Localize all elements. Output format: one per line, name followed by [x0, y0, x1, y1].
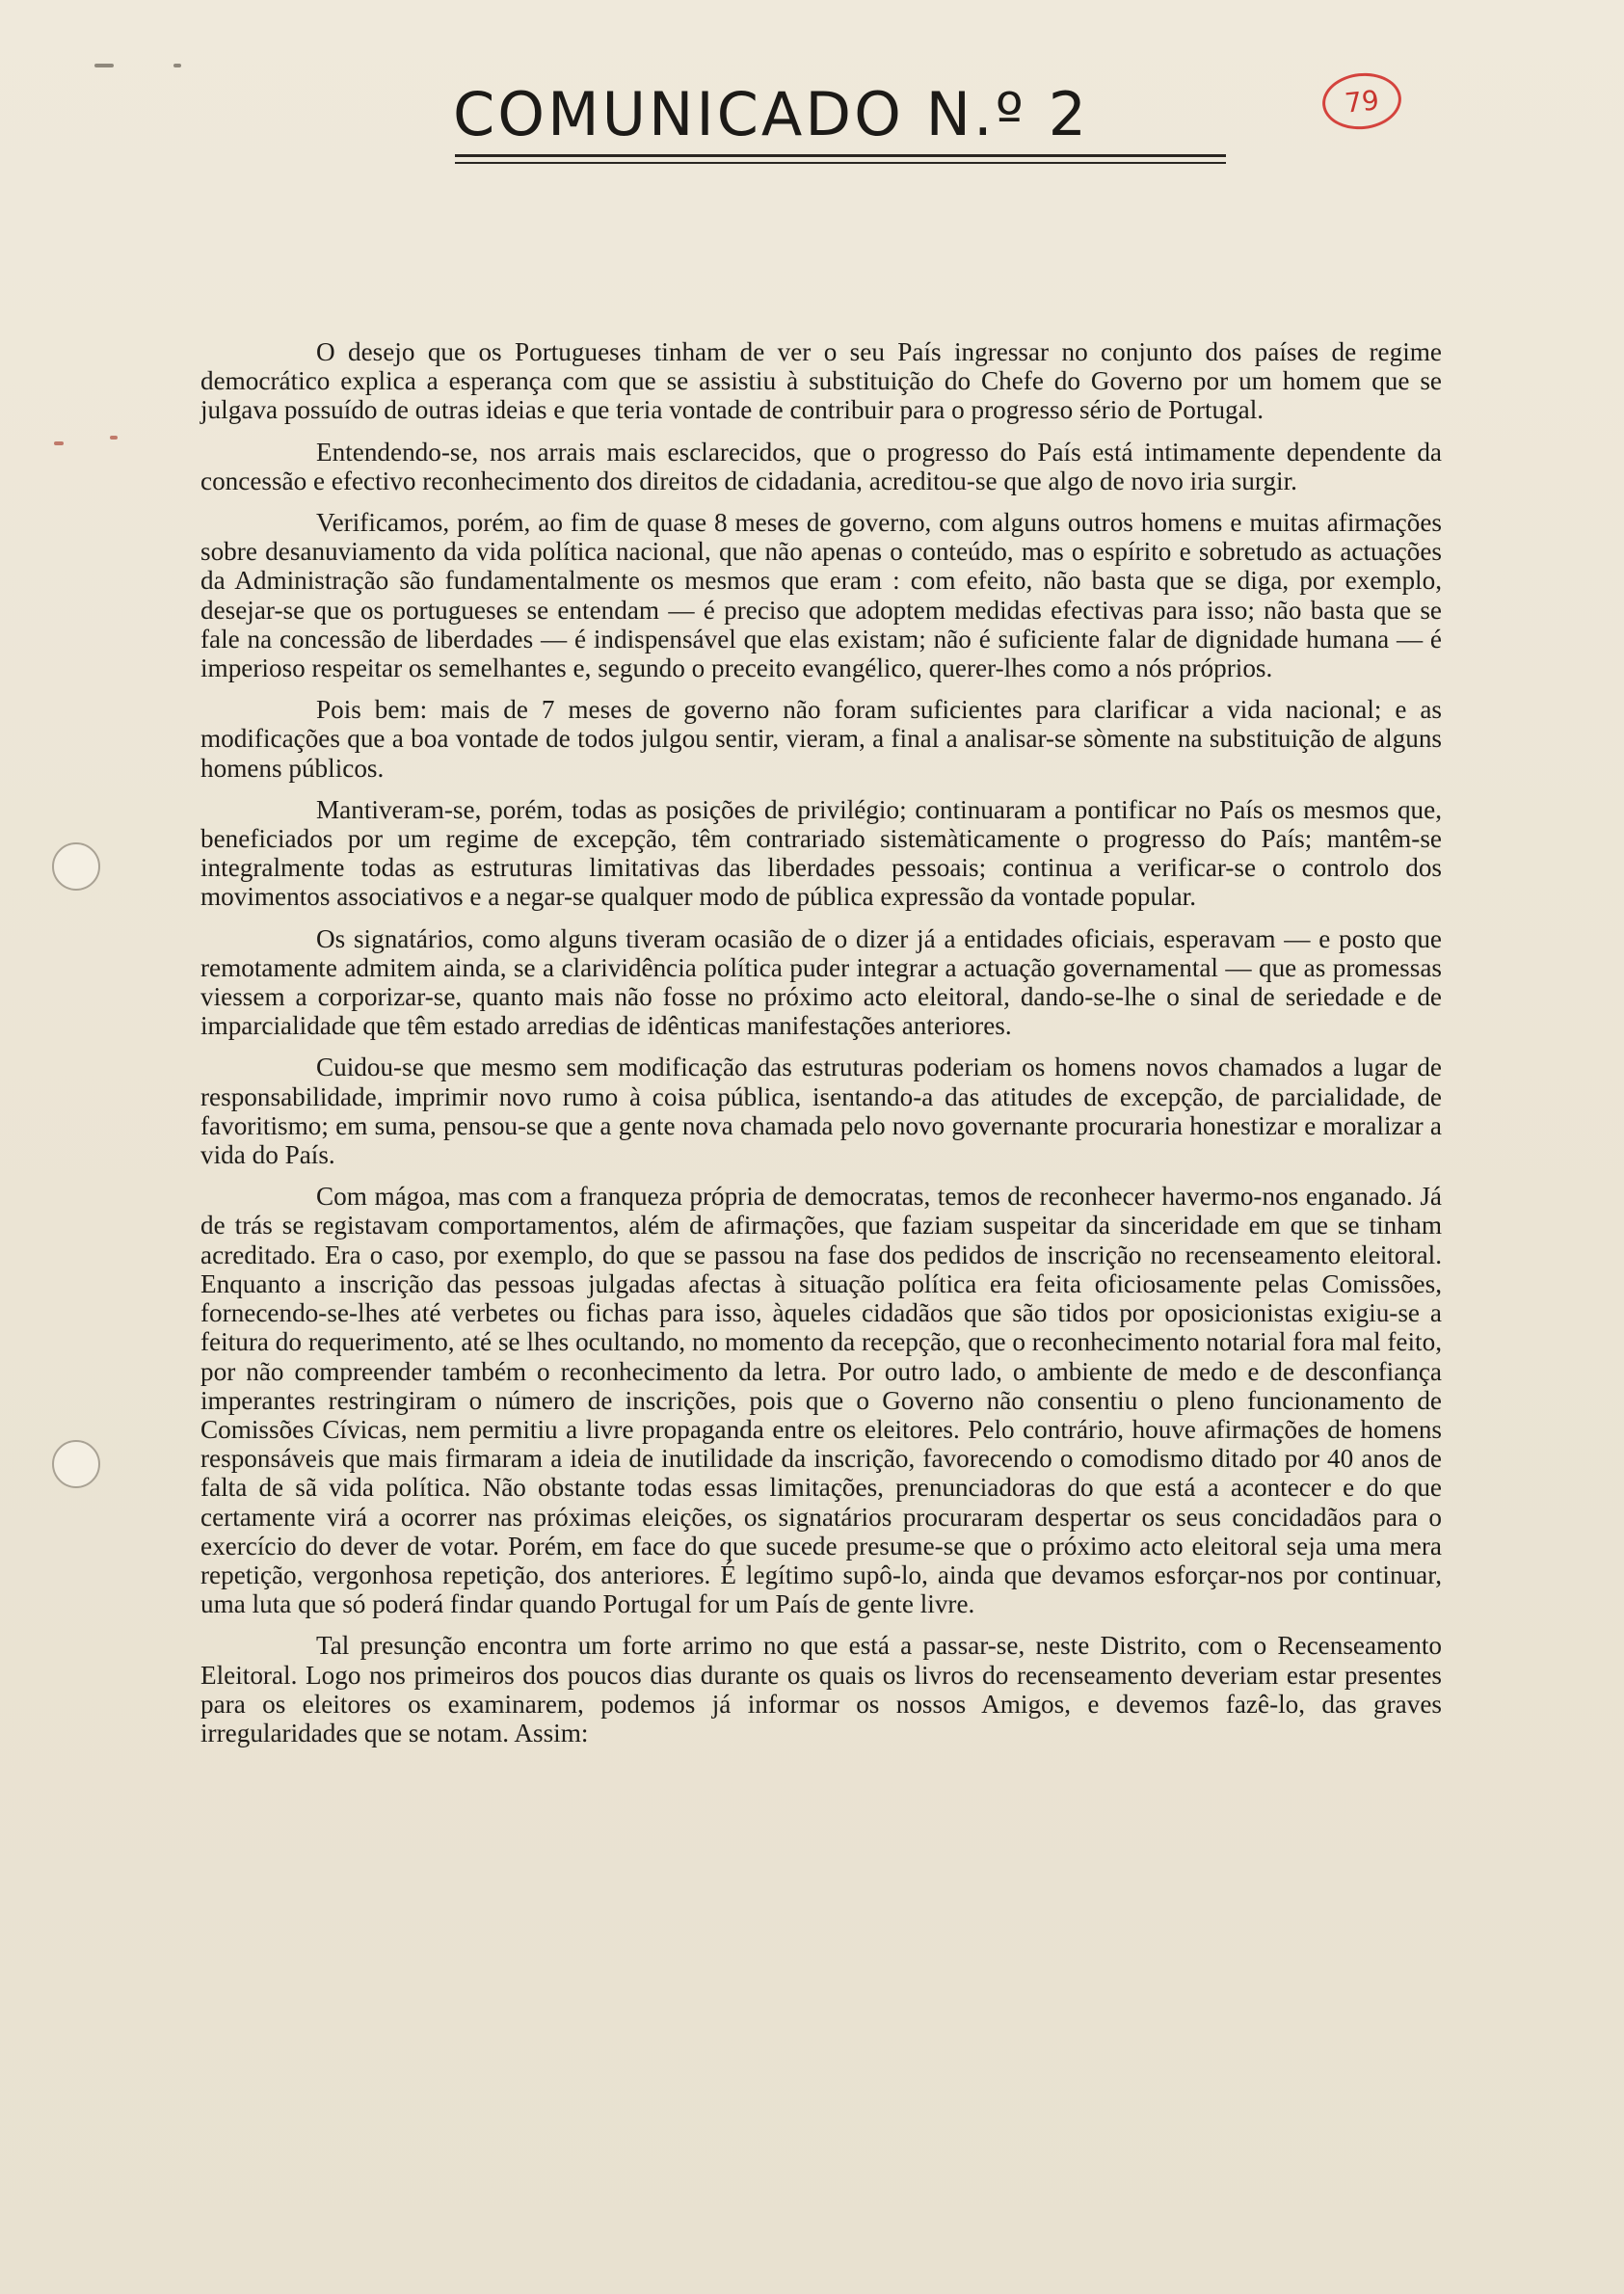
- page-title: COMUNICADO N.º 2: [453, 79, 1090, 149]
- margin-mark: [110, 436, 118, 440]
- paragraph: Cuidou-se que mesmo sem modificação das estruturas poderiam os homens novos chamados a lugar de responsabilidade, imprimir novo rumo à coisa pública, isentando-a das atitudes de excepção, de parcialidade, de favoritismo; em suma, pensou-se que a gente nova chamada pelo novo governante procuraria honestizar e moralizar a vida do País.: [200, 1053, 1442, 1170]
- document-body: [200, 337, 1442, 1760]
- title-underline-bottom: [455, 162, 1226, 164]
- folio-number: 79: [1343, 83, 1381, 120]
- punch-hole-top: [52, 842, 100, 891]
- margin-mark: [54, 441, 64, 445]
- title-underline-top: [455, 154, 1226, 157]
- paragraph: Verificamos, porém, ao fim de quase 8 meses de governo, com alguns outros homens e muitas afirmações sobre desanuviamento da vida política nacional, que não apenas o conteúdo, mas o espírito e sobretudo as actuações da Administração são fundamentalmente os mesmos que eram : com efeito, não basta que se diga, por exemplo, desejar-se que os portugueses se entendam — é preciso que adoptem medidas efectivas para isso; não basta que se fale na concessão de liberdades — é indispensável que elas existam; não é suficiente falar de dignidade humana — é imperioso respeitar os semelhantes e, segundo o preceito evangélico, querer-lhes como a nós próprios.: [200, 508, 1442, 683]
- paragraph: Entendendo-se, nos arrais mais esclarecidos, que o progresso do País está intimamente dependente da concessão e efectivo reconhecimento dos direitos de cidadania, acreditou-se que algo de novo iria surgir.: [200, 437, 1442, 495]
- margin-mark: [173, 64, 181, 67]
- paragraph: Tal presunção encontra um forte arrimo no que está a passar-se, neste Distrito, com o Recenseamento Eleitoral. Logo nos primeiros dos poucos dias durante os quais os livros do recenseamento deveriam estar presentes para os eleitores os examinarem, podemos já informar os nossos Amigos, e devemos fazê-lo, das graves irregularidades que se notam. Assim:: [200, 1631, 1442, 1747]
- margin-mark: [94, 64, 114, 67]
- punch-hole-bottom: [52, 1440, 100, 1488]
- paragraph: O desejo que os Portugueses tinham de ver o seu País ingressar no conjunto dos países de regime democrático explica a esperança com que se assistiu à substituição do Chefe do Governo por um homem que se julgava possuído de outras ideias e que teria vontade de contribuir para o progresso sério de Portugal.: [200, 337, 1442, 425]
- paragraph: Os signatários, como alguns tiveram ocasião de o dizer já a entidades oficiais, esperavam — e posto que remotamente admitem ainda, se a clarividência política puder integrar a actuação governamental — que as promessas viessem a corporizar-se, quanto mais não fosse no próximo acto eleitoral, dando-se-lhe o sinal de seriedade e de imparcialidade que têm estado arredias de idênticas manifestações anteriores.: [200, 923, 1442, 1041]
- paragraph: Pois bem: mais de 7 meses de governo não foram suficientes para clarificar a vida nacional; e as modificações que a boa vontade de todos julgou sentir, vieram, a final a analisar-se sòmente na substituição de alguns homens públicos.: [200, 695, 1442, 783]
- paragraph: Mantiveram-se, porém, todas as posições de privilégio; continuaram a pontificar no País os mesmos que, beneficiados por um regime de excepção, têm contrariado sistemàticamente o progresso do País; mantêm-se integralmente todas as estruturas limitativas das liberdades pessoais; continua a verificar-se o controlo dos movimentos associativos e a negar-se qualquer modo de pública expressão da vontade popular.: [200, 794, 1442, 912]
- paragraph: Com mágoa, mas com a franqueza própria de democratas, temos de reconhecer havermo-nos enganado. Já de trás se registavam comportamentos, além de afirmações, que faziam suspeitar da sinceridade em que se tinham acreditado. Era o caso, por exemplo, do que se passou na fase dos pedidos de inscrição no recenseamento eleitoral. Enquanto a inscrição das pessoas julgadas afectas à situação política era feita oficiosamente pelas Comissões, fornecendo-se-lhes até verbetes ou fichas para isso, àqueles cidadãos que são tidos por oposicionistas exigiu-se a feitura do requerimento, até se lhes ocultando, no momento da recepção, que o reconhecimento notarial fora mal feito, por não compreender também o reconhecimento da letra. Por outro lado, o ambiente de medo e de desconfiança imperantes restringiram o número de inscrições, pois que o Governo não consentiu o pleno funcionamento de Comissões Cívicas, nem permitiu a livre propaganda entre os eleitores. Pelo contrário, houve afirmações de homens responsáveis que mais firmaram a ideia de inutilidade da inscrição, favorecendo o comodismo ditado por 40 anos de falta de sã vida política. Não obstante todas essas limitações, prenunciadoras do que está a acontecer e do que certamente virá a ocorrer nas próximas eleições, os signatários procuraram despertar os seus concidadãos para o exercício do dever de votar. Porém, em face do que sucede presume-se que o próximo acto eleitoral seja uma mera repetição, vergonhosa repetição, dos anteriores. É legítimo supô-lo, ainda que devamos esforçar-nos por continuar, uma luta que só poderá findar quando Portugal for um País de gente livre.: [200, 1182, 1442, 1619]
